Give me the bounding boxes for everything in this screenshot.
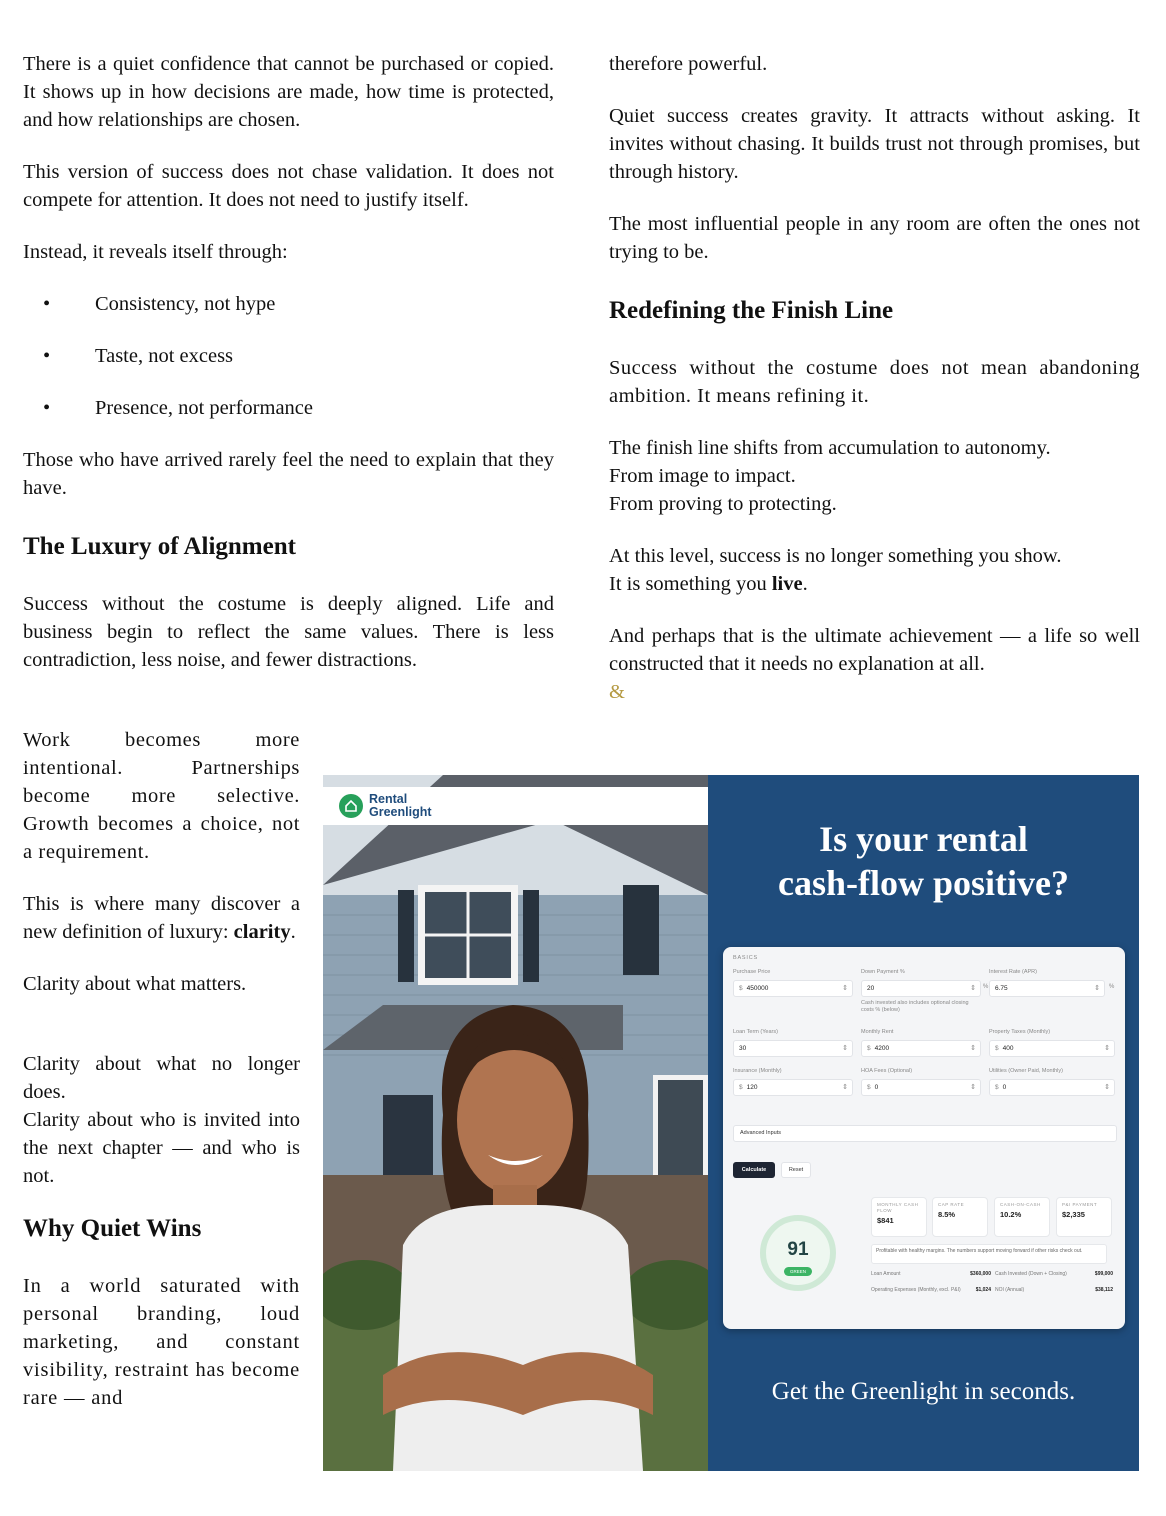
field-label: Monthly Rent: [861, 1029, 894, 1035]
stepper-icon[interactable]: ⇕: [1104, 1084, 1110, 1091]
advanced-inputs-toggle[interactable]: Advanced Inputs: [733, 1125, 1117, 1142]
currency-symbol: $: [739, 985, 743, 992]
paragraph-text: It is something you: [609, 573, 772, 595]
metric-label: CAP RATE: [938, 1202, 965, 1207]
field-value: 0: [874, 1084, 879, 1091]
field-label: HOA Fees (Optional): [861, 1068, 913, 1074]
paragraph: Those who have arrived rarely feel the need to explain that they have.: [23, 449, 554, 499]
stepper-icon[interactable]: ⇕: [970, 1045, 976, 1052]
utilities-input[interactable]: [989, 1079, 1115, 1096]
line: Clarity about who is invited into the next chapter — and who is not.: [23, 1109, 300, 1187]
line: At this level, success is no longer something you show.: [609, 545, 1062, 567]
stepper-icon[interactable]: ⇕: [1104, 1045, 1110, 1052]
paragraph: therefore powerful.: [609, 53, 768, 75]
paragraph: There is a quiet confidence that cannot be purchased or copied. It shows up in how decisions are made, how time is protected, and how relationships are chosen.: [23, 53, 554, 131]
paragraph: [23, 726, 300, 866]
line: From proving to protecting.: [609, 493, 837, 515]
woman-portrait: [323, 775, 708, 1471]
property-taxes-input[interactable]: [989, 1040, 1115, 1057]
purchase-price-input[interactable]: [733, 980, 853, 997]
field-label: Property Taxes (Monthly): [989, 1029, 1051, 1035]
field-value: 20: [867, 985, 875, 992]
emphasis: live: [771, 573, 803, 595]
down-payment-input[interactable]: [861, 980, 981, 997]
metric-card: [1056, 1197, 1112, 1237]
paragraph-text: Work becomes more intentional. Partnerships become more selective. Growth becomes a choice, not a requirement.: [23, 729, 300, 863]
field-value: 450000: [746, 985, 769, 992]
detail-label: NOI (Annual): [995, 1287, 1025, 1293]
detail-label: Loan Amount: [871, 1271, 901, 1277]
bullet-list: [23, 290, 554, 422]
stepper-icon[interactable]: ⇕: [842, 1045, 848, 1052]
narrow-column: [23, 726, 300, 1436]
detail-value: $38,112: [1095, 1287, 1113, 1293]
section-heading: Why Quiet Wins: [23, 1215, 202, 1242]
field-value: 0: [1002, 1084, 1007, 1091]
ad-tagline: Get the Greenlight in seconds.: [771, 1378, 1076, 1405]
percent-sign: %: [1109, 984, 1115, 990]
house-icon: [339, 794, 363, 818]
paragraph: The most influential people in any room are often the ones not trying to be.: [609, 213, 1140, 263]
ad-photo: [323, 775, 708, 1471]
headline-line: cash-flow positive?: [778, 863, 1069, 903]
paragraph: Instead, it reveals itself through:: [23, 241, 288, 263]
detail-value: $360,000: [970, 1271, 991, 1277]
ad-panel: [708, 775, 1139, 1471]
stepper-icon[interactable]: ⇕: [842, 1084, 848, 1091]
metric-value: $841: [877, 1216, 894, 1225]
metric-label: P&I PAYMENT: [1062, 1202, 1098, 1207]
field-value: 400: [1002, 1045, 1014, 1052]
end-mark: &: [609, 681, 625, 703]
paragraph: This version of success does not chase validation. It does not compete for attention. It does not need to justify itself.: [23, 161, 554, 211]
field-note: Cash invested also includes optional closing costs % (below): [861, 1000, 969, 1013]
interest-rate-input[interactable]: [989, 980, 1105, 997]
brand-line: Rental: [369, 792, 408, 806]
section-label: BASICS: [733, 955, 758, 961]
field-label: Utilities (Owner Paid, Monthly): [989, 1068, 1063, 1074]
metric-value: 8.5%: [938, 1210, 956, 1219]
currency-symbol: $: [739, 1084, 743, 1091]
field-label: Purchase Price: [733, 969, 771, 975]
brand-line: Greenlight: [369, 805, 432, 819]
line: The finish line shifts from accumulation to autonomy.: [609, 437, 1051, 459]
paragraph-text: And perhaps that is the ultimate achievement — a life so well constructed that it needs no explanation at all.: [609, 625, 1140, 675]
reset-button[interactable]: Reset: [781, 1162, 811, 1178]
metric-label: CASH-ON-CASH: [1000, 1202, 1041, 1207]
paragraph: [609, 622, 1140, 678]
headline-line: Is your rental: [819, 819, 1028, 859]
metric-card: [932, 1197, 988, 1237]
stepper-icon[interactable]: ⇕: [1094, 985, 1100, 992]
paragraph: Clarity about what matters.: [23, 973, 247, 995]
list-item: • Presence, not performance: [23, 394, 554, 422]
score-value: 91: [787, 1239, 809, 1260]
field-label: Down Payment %: [861, 969, 905, 975]
right-column: [609, 50, 1140, 706]
score-gauge: [760, 1215, 836, 1291]
stepper-icon[interactable]: ⇕: [970, 1084, 976, 1091]
metric-value: $2,335: [1062, 1210, 1085, 1219]
section-heading: The Luxury of Alignment: [23, 533, 296, 560]
list-item: • Taste, not excess: [23, 342, 554, 370]
currency-symbol: $: [867, 1084, 871, 1091]
detail-label: Operating Expenses (Monthly, excl. P&I): [871, 1287, 961, 1293]
brand-logo[interactable]: [323, 787, 708, 825]
monthly-rent-input[interactable]: [861, 1040, 981, 1057]
field-value: 30: [739, 1045, 747, 1052]
paragraph: [609, 434, 1140, 518]
metric-value: 10.2%: [1000, 1210, 1022, 1219]
metric-label: MONTHLY CASH FLOW: [877, 1202, 919, 1213]
line: From image to impact.: [609, 465, 796, 487]
paragraph: Success without the costume does not mean abandoning ambition. It means refining it.: [609, 357, 1140, 407]
field-value: 120: [746, 1084, 758, 1091]
brand-name: [369, 793, 432, 819]
currency-symbol: $: [995, 1084, 999, 1091]
currency-symbol: $: [995, 1045, 999, 1052]
insurance-input[interactable]: [733, 1079, 853, 1096]
detail-value: $1,024: [975, 1287, 991, 1293]
paragraph: In a world saturated with personal branding, loud marketing, and constant visibility, restraint has become rare — and: [23, 1275, 300, 1409]
paragraph: [609, 542, 1140, 598]
paragraph-text: This is where many discover a new definition of luxury:: [23, 893, 300, 943]
field-value: 6.75: [995, 985, 1008, 992]
line: Clarity about what no longer does.: [23, 1053, 300, 1103]
paragraph: Success without the costume is deeply aligned. Life and business begin to reflect the same values. There is less contradiction, less noise, and fewer distractions.: [23, 593, 554, 671]
calculate-button[interactable]: Calculate: [733, 1162, 775, 1178]
percent-sign: %: [983, 984, 989, 990]
left-column: [23, 50, 554, 698]
currency-symbol: $: [867, 1045, 871, 1052]
ad-headline: [728, 817, 1119, 905]
paragraph: Quiet success creates gravity. It attracts without asking. It invites without chasing. It builds trust not through promises, but through history.: [609, 105, 1140, 183]
detail-value: $99,000: [1094, 1271, 1113, 1277]
field-label: Loan Term (Years): [733, 1029, 778, 1035]
field-value: 4200: [874, 1045, 890, 1052]
list-item: • Consistency, not hype: [23, 290, 554, 318]
score-badge: GREEN: [784, 1267, 812, 1276]
metric-card: [994, 1197, 1050, 1237]
metric-card: [871, 1197, 927, 1237]
paragraph: [23, 890, 300, 946]
detail-label: Cash Invested (Down + Closing): [995, 1271, 1067, 1277]
paragraph-text: .: [290, 921, 296, 943]
advertisement[interactable]: [323, 775, 1139, 1471]
hoa-fees-input[interactable]: [861, 1079, 981, 1096]
field-label: Interest Rate (APR): [989, 969, 1037, 975]
result-note: Profitable with healthy margins. The numbers support moving forward if other risks check out.: [871, 1244, 1107, 1264]
stepper-icon[interactable]: ⇕: [970, 985, 976, 992]
field-label: Insurance (Monthly): [733, 1068, 782, 1074]
paragraph: [23, 1050, 300, 1190]
stepper-icon[interactable]: ⇕: [842, 985, 848, 992]
loan-term-input[interactable]: [733, 1040, 853, 1057]
paragraph-text: .: [802, 573, 808, 595]
emphasis: clarity: [233, 921, 291, 943]
section-heading: Redefining the Finish Line: [609, 297, 894, 324]
calculator-card: [723, 947, 1125, 1329]
